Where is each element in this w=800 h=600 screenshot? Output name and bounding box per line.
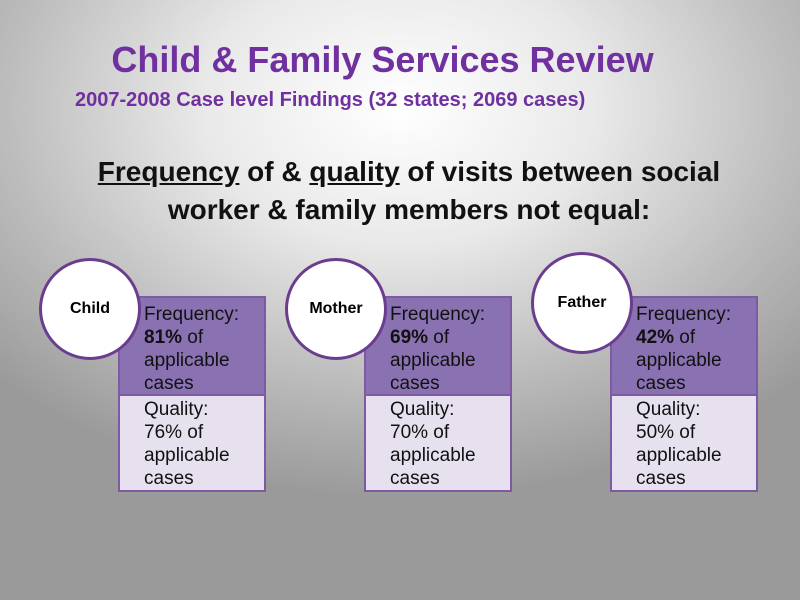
- quality-rest2: cases: [144, 468, 194, 489]
- quality-box: [118, 394, 266, 492]
- heading-quality-word: quality: [309, 156, 400, 187]
- frequency-rest1: applicable: [636, 350, 722, 371]
- slide-heading: [0, 153, 800, 229]
- frequency-rest1: applicable: [390, 350, 476, 371]
- frequency-label: Frequency:: [636, 304, 732, 325]
- quality-rest1: applicable: [390, 445, 476, 466]
- frequency-label: Frequency:: [390, 304, 486, 325]
- quality-value: 70% of: [390, 422, 450, 443]
- group-father: [610, 296, 758, 492]
- slide-title: Child & Family Services Review: [111, 39, 654, 80]
- quality-label: Quality:: [636, 399, 701, 420]
- heading-of-and: of &: [239, 156, 310, 187]
- group-child: [118, 296, 266, 492]
- heading-line2: worker & family members not equal:: [167, 194, 651, 225]
- circle-child: [39, 258, 141, 360]
- quality-label: Quality:: [390, 399, 455, 420]
- slide-subtitle: 2007-2008 Case level Findings (32 states; 2069 cases): [75, 89, 586, 111]
- circle-child-label: Child: [70, 300, 110, 317]
- group-mother: [364, 296, 512, 492]
- circle-mother: [285, 258, 387, 360]
- circle-father-label: Father: [557, 294, 607, 311]
- frequency-rest2: cases: [636, 373, 686, 394]
- circle-father: [531, 252, 633, 354]
- circle-mother-label: Mother: [309, 300, 363, 317]
- quality-box: [610, 394, 758, 492]
- quality-value: 50% of: [636, 422, 696, 443]
- frequency-value: 69% of: [390, 327, 450, 348]
- quality-label: Quality:: [144, 399, 209, 420]
- heading-frequency-word: Frequency: [97, 156, 240, 187]
- quality-box: [364, 394, 512, 492]
- frequency-rest1: applicable: [144, 350, 230, 371]
- quality-rest2: cases: [390, 468, 440, 489]
- quality-rest1: applicable: [636, 445, 722, 466]
- quality-rest1: applicable: [144, 445, 230, 466]
- frequency-rest2: cases: [144, 373, 194, 394]
- quality-rest2: cases: [636, 468, 686, 489]
- frequency-label: Frequency:: [144, 304, 240, 325]
- frequency-value: 81% of: [144, 327, 204, 348]
- frequency-value: 42% of: [636, 327, 696, 348]
- frequency-rest2: cases: [390, 373, 440, 394]
- quality-value: 76% of: [144, 422, 204, 443]
- heading-rest-line1: of visits between social: [399, 156, 721, 187]
